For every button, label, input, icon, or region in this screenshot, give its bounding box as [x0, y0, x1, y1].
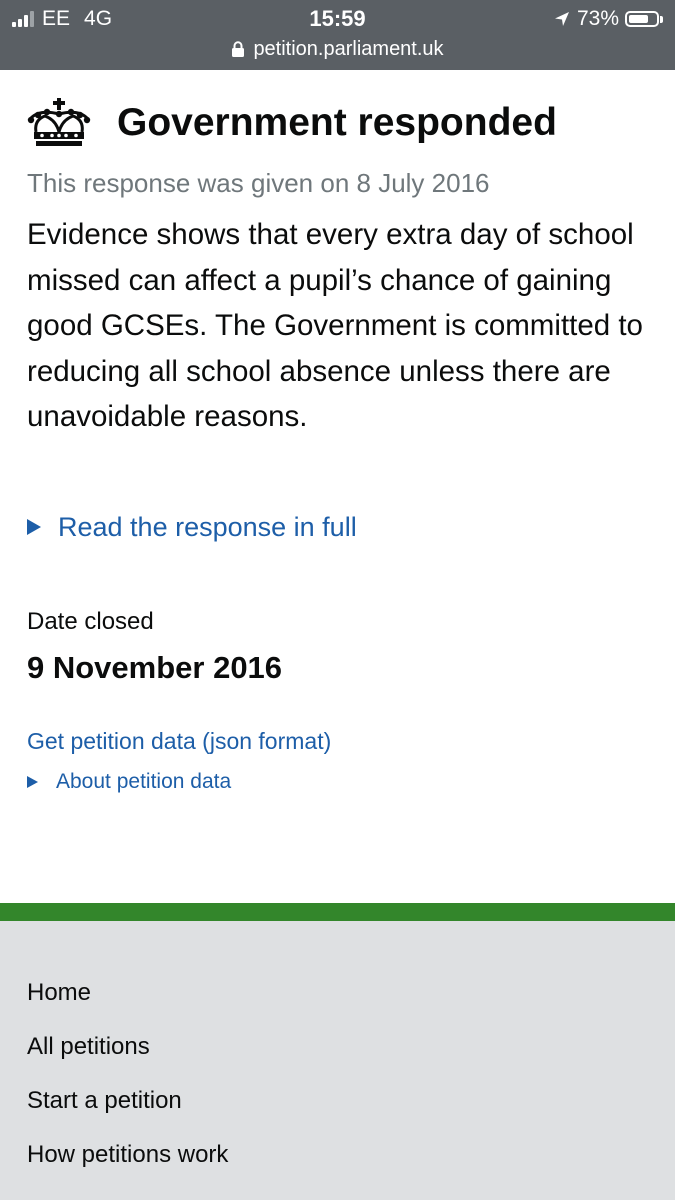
footer-link-how-petitions-work[interactable]: How petitions work — [27, 1141, 229, 1168]
response-heading: Government responded — [117, 101, 557, 144]
date-closed-label: Date closed — [27, 608, 154, 635]
footer-link-start-petition[interactable]: Start a petition — [27, 1087, 182, 1114]
petition-json-link[interactable]: Get petition data (json format) — [27, 728, 332, 754]
crown-icon — [26, 98, 92, 148]
battery-level — [629, 15, 648, 23]
read-response-link[interactable]: Read the response in full — [58, 511, 357, 542]
expand-triangle-icon — [27, 776, 38, 788]
about-petition-data-link[interactable]: About petition data — [56, 770, 232, 793]
clock: 15:59 — [309, 6, 366, 31]
footer-link-all-petitions[interactable]: All petitions — [27, 1033, 150, 1060]
expand-triangle-icon — [27, 519, 41, 535]
battery-percentage: 73% — [576, 7, 619, 30]
footer-accent-bar — [0, 903, 675, 921]
battery-nub — [660, 16, 663, 23]
status-bar — [0, 0, 675, 70]
about-petition-data-toggle[interactable] — [27, 768, 231, 796]
footer-link-home[interactable]: Home — [27, 979, 92, 1006]
date-closed-value: 9 November 2016 — [27, 650, 283, 685]
battery-icon — [625, 11, 659, 27]
lock-icon — [231, 41, 245, 57]
response-summary: Evidence shows that every extra day of school missed can affect a pupil’s chance of gaining good GCSEs. The Government is committed to reducing all school absence unless there are unavoidable reasons. — [27, 218, 643, 434]
footer — [0, 921, 675, 1200]
response-date: This response was given on 8 July 2016 — [27, 168, 490, 198]
address-bar[interactable] — [0, 36, 675, 62]
page-url: petition.parliament.uk — [253, 37, 444, 60]
read-response-toggle[interactable] — [27, 508, 357, 546]
status-right — [553, 7, 663, 31]
network-type: 4G — [84, 7, 113, 30]
location-arrow-icon — [553, 10, 571, 28]
response-heading-row — [26, 92, 557, 154]
carrier-name: EE — [42, 7, 71, 30]
